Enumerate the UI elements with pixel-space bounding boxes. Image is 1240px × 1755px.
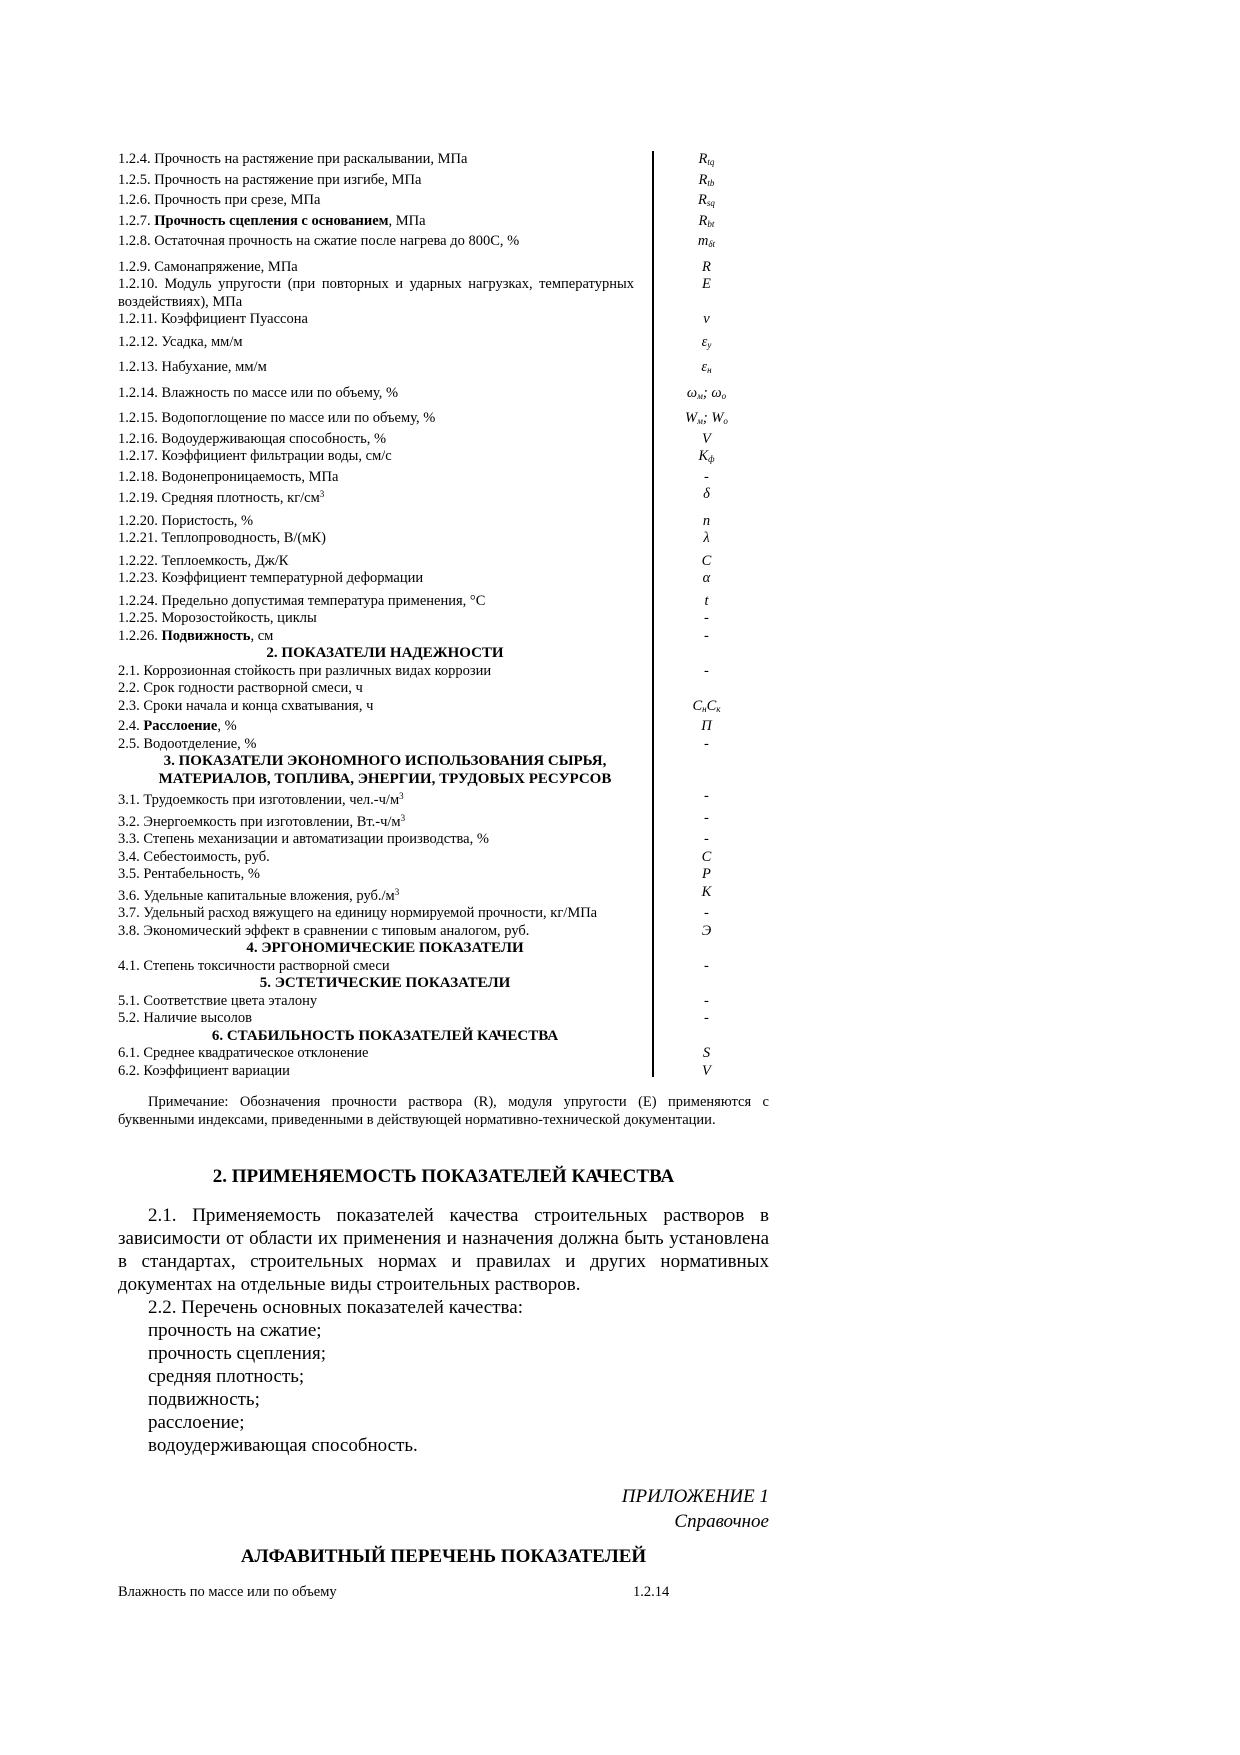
indicator-name [118, 993, 634, 1011]
list-item: водоудерживающая способность. [148, 1435, 418, 1456]
symbol-letter: R [698, 151, 708, 167]
table-row [118, 254, 769, 277]
indicator-symbol [644, 192, 769, 213]
indicator-unit: , см [250, 627, 274, 644]
table-row [118, 508, 769, 531]
table-row [118, 698, 769, 719]
indicator-symbol [644, 849, 769, 867]
indicator-name [118, 259, 634, 277]
indicator-text: 1.2.18. Водонепроницаемость, МПа [118, 468, 339, 485]
indicator-symbol [644, 259, 769, 277]
unit-superscript: 3 [319, 489, 325, 499]
symbol-subscript: tb [707, 177, 715, 188]
indicator-text: 3.7. Удельный расход вяжущего на единицу нормируемой прочности, кг/МПа [118, 905, 598, 921]
indicator-number: 1.2.26. [118, 627, 162, 644]
indicator-symbol [644, 663, 769, 681]
indicator-text: 3.3. Степень механизации и автоматизации производства, % [118, 831, 489, 847]
indicator-name [118, 831, 634, 849]
indicator-text: 1.2.19. Средняя плотность, кг/см [118, 490, 320, 506]
table-row [118, 570, 769, 588]
table-row [118, 810, 769, 832]
indicator-symbol [644, 923, 769, 941]
indicator-name [118, 410, 634, 431]
table-row [118, 849, 769, 867]
paragraph-2-1: 2.1. Применяемость показателей качества строительных растворов в зависимости от области их применения и назначения должна быть установлена в стандартах, строительных нормах и правилах и других нормативных документах на отдельные виды строительных растворов. [118, 1205, 769, 1295]
indicator-text: 1.2.5. Прочность на растяжение при изгибе, МПа [118, 171, 422, 188]
table-row [118, 905, 769, 923]
indicator-symbol [644, 513, 769, 531]
indicator-text: 1.2.11. Коэффициент Пуассона [118, 311, 308, 327]
indicator-symbol [644, 530, 769, 548]
symbol-letter: λ [703, 530, 710, 546]
symbol-letter: R [698, 171, 708, 188]
table-row [118, 311, 769, 329]
symbol-letter: ε [701, 359, 708, 375]
indicator-symbol [644, 334, 769, 355]
symbol-subscript: к [716, 703, 721, 714]
table-row [118, 329, 769, 355]
indicator-text: 1.2.14. Влажность по массе или по объему, % [118, 384, 399, 401]
indicator-text: 1.2.25. Морозостойкость, циклы [118, 610, 317, 626]
indicator-number: 1.2.7. [118, 212, 155, 229]
indicator-name [118, 884, 634, 906]
indicator-name [118, 610, 634, 628]
table-row [118, 628, 769, 646]
indicator-symbol [644, 359, 769, 380]
table-row [118, 405, 769, 431]
indicator-text: 1.2.12. Усадка, мм/м [118, 333, 243, 350]
table-section-header [118, 1028, 769, 1046]
indicator-name-bold: Прочность сцепления с основанием [154, 212, 389, 229]
section-header-text: МАТЕРИАЛОВ, ТОПЛИВА, ЭНЕРГИИ, ТРУДОВЫХ РЕСУРСОВ [158, 770, 612, 787]
indicator-name [118, 628, 634, 646]
indicator-name [118, 570, 634, 588]
table-section-header [118, 940, 769, 958]
indicator-symbol [644, 993, 769, 1011]
section-header-text: 2. ПОКАЗАТЕЛИ НАДЕЖНОСТИ [266, 645, 504, 661]
indicator-name [118, 866, 634, 884]
table-row [118, 192, 769, 213]
indicator-name [118, 680, 634, 698]
symbol-letter: C [706, 697, 717, 714]
indicator-symbol [644, 628, 769, 646]
indicator-name [118, 233, 634, 254]
indicator-text: 5.1. Соответствие цвета эталону [118, 992, 318, 1009]
symbol-letter: R [698, 192, 707, 208]
indicator-name [118, 810, 634, 832]
indicator-text: 5.2. Наличие высолов [118, 1010, 252, 1026]
indicator-text: 1.2.21. Теплопроводность, В/(мК) [118, 530, 326, 546]
indicator-name [118, 958, 634, 976]
indicator-symbol [644, 311, 769, 329]
indicator-symbol [644, 233, 769, 254]
table-row [118, 680, 769, 698]
indicator-text: 6.1. Среднее квадратическое отклонение [118, 1045, 369, 1061]
indicator-symbol [644, 213, 769, 234]
indicator-name [118, 736, 634, 754]
indicator-name [118, 553, 634, 571]
alphabetical-entry [118, 1584, 769, 1601]
indicator-name [118, 663, 634, 681]
section-header-text: 3. ПОКАЗАТЕЛИ ЭКОНОМНОГО ИСПОЛЬЗОВАНИЯ СЫРЬЯ, [163, 753, 607, 769]
indicator-name [118, 513, 634, 531]
indicator-symbol [644, 172, 769, 193]
indicator-name [118, 1010, 634, 1028]
indicator-name [118, 359, 634, 380]
symbol-letter: ν [703, 311, 710, 327]
indicator-text: 1.2.22. Теплоемкость, Дж/К [118, 552, 289, 569]
table-row [118, 469, 769, 487]
indicator-text: 1.2.9. Самонапряжение, МПа [118, 258, 298, 275]
symbol-letter: m [697, 233, 709, 249]
symbol-letter: S [702, 1045, 711, 1061]
indicator-text: 6.2. Коэффициент вариации [118, 1062, 290, 1079]
indicator-text: 1.2.10. Модуль упругости (при повторных и ударных нагрузках, температурных воздействиях), МПа [118, 276, 634, 310]
symbol-letter: - [704, 957, 709, 974]
indicator-text: 1.2.24. Предельно допустимая температура применения, °С [118, 592, 486, 609]
indicator-name [118, 788, 634, 810]
table-row [118, 213, 769, 234]
indicator-symbol [644, 1063, 769, 1081]
indicator-text: 2.1. Коррозионная стойкость при различных видах коррозии [118, 662, 492, 679]
indicator-unit: , % [217, 718, 237, 734]
table-row [118, 588, 769, 611]
indicator-symbol [644, 593, 769, 611]
symbol-subscript: н [702, 703, 707, 714]
symbol-letter: - [704, 468, 709, 485]
table-section-header [118, 753, 769, 771]
table-row [118, 530, 769, 548]
indicator-text: 1.2.17. Коэффициент фильтрации воды, см/с [118, 448, 392, 464]
section-header-text: 5. ЭСТЕТИЧЕСКИЕ ПОКАЗАТЕЛИ [259, 975, 511, 991]
indicator-name [118, 905, 634, 923]
indicator-name [118, 448, 634, 469]
indicator-name [118, 431, 634, 449]
table-row [118, 718, 769, 736]
indicator-symbol [644, 431, 769, 449]
indicator-text: 3.6. Удельные капитальные вложения, руб./м [118, 887, 395, 904]
indicator-symbol [644, 958, 769, 976]
indicator-name [118, 698, 634, 719]
table-row [118, 1045, 769, 1063]
indicator-name [118, 1045, 634, 1063]
symbol-letter: α [702, 570, 711, 586]
symbol-subscript: о [721, 390, 727, 401]
symbol-letter: - [704, 831, 709, 847]
indicator-text: 3.5. Рентабельность, % [118, 866, 260, 882]
symbol-letter: Э [701, 922, 712, 939]
appendix-kind: Справочное [674, 1511, 769, 1532]
symbol-letter: V [702, 1062, 711, 1079]
indicator-name-bold: Расслоение [143, 718, 218, 734]
indicator-text: 2.5. Водоотделение, % [118, 735, 257, 752]
indicator-number: 2.4. [118, 718, 144, 734]
indicator-name [118, 530, 634, 548]
symbol-letter: ; ω [702, 384, 722, 401]
table-row [118, 1010, 769, 1028]
indicator-name [118, 923, 634, 941]
quality-indicators-table [118, 151, 769, 1080]
symbol-letter: C [692, 697, 703, 714]
table-row [118, 233, 769, 254]
indicator-text: 3.4. Себестоимость, руб. [118, 848, 270, 865]
symbol-letter: - [704, 1010, 709, 1026]
indicator-text: 3.8. Экономический эффект в сравнении с типовым аналогом, руб. [118, 922, 530, 939]
table-row [118, 548, 769, 571]
indicator-text: 1.2.15. Водопоглощение по массе или по объему, % [118, 410, 436, 426]
symbol-letter: K [701, 883, 712, 900]
symbol-subscript: м [697, 390, 703, 401]
table-row [118, 431, 769, 449]
symbol-letter: - [704, 992, 709, 1009]
symbol-letter: t [704, 592, 709, 609]
indicator-name [118, 192, 634, 213]
indicator-text: 1.2.23. Коэффициент температурной деформации [118, 570, 424, 586]
symbol-subscript: м [697, 416, 703, 426]
table-row [118, 448, 769, 469]
table-row [118, 831, 769, 849]
indicator-name [118, 213, 634, 234]
table-row [118, 276, 769, 311]
section-header-text: 4. ЭРГОНОМИЧЕСКИЕ ПОКАЗАТЕЛИ [246, 940, 524, 956]
indicator-text: 1.2.13. Набухание, мм/м [118, 359, 267, 375]
indicator-symbol [644, 448, 769, 469]
indicator-name [118, 385, 634, 406]
symbol-letter: - [704, 809, 709, 826]
symbol-letter: ω [686, 384, 698, 401]
symbol-subscript: ф [708, 454, 715, 464]
list-item: расслоение; [148, 1412, 245, 1433]
section-2-body [118, 1204, 769, 1457]
indicator-text: 1.2.6. Прочность при срезе, МПа [118, 192, 321, 208]
symbol-subscript: tq [707, 157, 715, 167]
table-section-header [118, 771, 769, 789]
symbol-letter: - [704, 905, 709, 921]
table-row [118, 1063, 769, 1081]
indicator-name [118, 1063, 634, 1081]
indicator-symbol [644, 385, 769, 406]
indicator-symbol [644, 788, 769, 810]
indicator-symbol [644, 736, 769, 754]
indicator-name [118, 172, 634, 193]
indicator-symbol [644, 553, 769, 571]
table-note: Примечание: Обозначения прочности раствора (R), модуля упругости (E) применяются с буквенными индексами, приведенными в действующей нормативно-технической документации. [118, 1094, 769, 1128]
list-item: подвижность; [148, 1389, 260, 1410]
indicator-symbol [644, 1010, 769, 1028]
symbol-letter: V [702, 430, 711, 447]
table-row [118, 866, 769, 884]
indicator-name [118, 311, 634, 329]
symbol-letter: ε [701, 333, 708, 350]
table-section-header [118, 975, 769, 993]
symbol-letter: R [698, 212, 708, 229]
appendix-title: АЛФАВИТНЫЙ ПЕРЕЧЕНЬ ПОКАЗАТЕЛЕЙ [240, 1546, 647, 1567]
symbol-letter: - [704, 788, 709, 804]
indicator-symbol [644, 410, 769, 431]
table-row [118, 923, 769, 941]
indicator-symbol [644, 486, 769, 508]
indicator-symbol [644, 680, 769, 698]
symbol-letter: - [704, 610, 709, 626]
table-row [118, 663, 769, 681]
indicator-text: 1.2.8. Остаточная прочность на сжатие после нагрева до 800С, % [118, 233, 520, 249]
indicator-text: 3.1. Трудоемкость при изготовлении, чел.-ч/м [118, 792, 400, 808]
appendix-label-block [118, 1484, 769, 1534]
table-row [118, 172, 769, 193]
indicator-text: 1.2.16. Водоудерживающая способность, % [118, 430, 387, 447]
table-row [118, 993, 769, 1011]
entry-reference: 1.2.14 [633, 1584, 670, 1600]
indicator-name [118, 334, 634, 355]
indicator-symbol [644, 698, 769, 719]
indicator-symbol [644, 718, 769, 736]
symbol-subscript: у [707, 339, 712, 350]
table-row [118, 788, 769, 810]
table-row [118, 380, 769, 406]
symbol-letter: R [702, 258, 711, 275]
symbol-letter: - [704, 627, 709, 644]
list-item: прочность сцепления; [148, 1343, 326, 1364]
unit-superscript: 3 [400, 812, 406, 823]
list-item: прочность на сжатие; [148, 1320, 322, 1341]
indicator-text: 3.2. Энергоемкость при изготовлении, Вт.-ч/м [118, 813, 401, 830]
indicator-symbol [644, 151, 769, 172]
indicator-name [118, 469, 634, 487]
indicator-text: 2.3. Сроки начала и конца схватывания, ч [118, 697, 374, 714]
indicator-name-bold: Подвижность [161, 627, 251, 644]
paragraph-2-2: 2.2. Перечень основных показателей качества: [148, 1297, 523, 1318]
list-item: средняя плотность; [148, 1366, 305, 1387]
unit-superscript: 3 [394, 886, 400, 897]
indicator-text: 2.2. Срок годности растворной смеси, ч [118, 680, 363, 696]
indicator-unit: , МПа [388, 212, 426, 229]
table-section-header [118, 645, 769, 663]
symbol-subscript: δt [708, 239, 716, 249]
symbol-subscript: bt [707, 218, 715, 229]
symbol-letter: C [701, 848, 712, 865]
symbol-letter: П [701, 718, 712, 734]
indicator-symbol [644, 810, 769, 832]
symbol-letter: ; W [702, 410, 724, 426]
table-row [118, 610, 769, 628]
indicator-symbol [644, 831, 769, 849]
indicator-name [118, 593, 634, 611]
table-row [118, 354, 769, 380]
symbol-letter: C [701, 552, 712, 569]
indicator-text: 1.2.4. Прочность на растяжение при раскалывании, МПа [118, 151, 468, 167]
unit-superscript: 3 [399, 791, 404, 801]
entry-name: Влажность по массе или по объему [118, 1584, 337, 1600]
indicator-symbol [644, 884, 769, 906]
table-row [118, 884, 769, 906]
indicator-symbol [644, 905, 769, 923]
symbol-subscript: sq [706, 198, 715, 208]
symbol-letter: E [702, 276, 711, 292]
symbol-letter: δ [703, 486, 710, 502]
symbol-letter: - [704, 735, 709, 752]
section-header-text: 6. СТАБИЛЬНОСТЬ ПОКАЗАТЕЛЕЙ КАЧЕСТВА [211, 1027, 559, 1044]
symbol-subscript: о [723, 416, 728, 426]
table-row [118, 958, 769, 976]
indicator-text: 4.1. Степень токсичности растворной смеси [118, 957, 390, 974]
indicator-symbol [644, 570, 769, 588]
symbol-letter: W [685, 410, 698, 426]
indicator-name [118, 849, 634, 867]
table-row [118, 736, 769, 754]
appendix-label: ПРИЛОЖЕНИЕ 1 [621, 1486, 769, 1507]
table-row [118, 486, 769, 508]
indicator-symbol [644, 469, 769, 487]
indicator-symbol [644, 610, 769, 628]
symbol-letter: K [698, 448, 709, 464]
indicator-name [118, 486, 634, 508]
indicator-name [118, 151, 634, 172]
indicator-name [118, 718, 634, 736]
symbol-letter: n [702, 512, 711, 529]
indicator-symbol [644, 276, 769, 311]
indicator-symbol [644, 1045, 769, 1063]
indicator-name [118, 276, 634, 311]
table-row [118, 151, 769, 172]
indicator-symbol [644, 866, 769, 884]
section-2-heading: 2. ПРИМЕНЯЕМОСТЬ ПОКАЗАТЕЛЕЙ КАЧЕСТВА [212, 1166, 675, 1187]
symbol-letter: P [702, 866, 711, 882]
indicator-text: 1.2.20. Пористость, % [118, 512, 254, 529]
symbol-letter: - [704, 662, 709, 679]
symbol-subscript: н [707, 365, 712, 375]
